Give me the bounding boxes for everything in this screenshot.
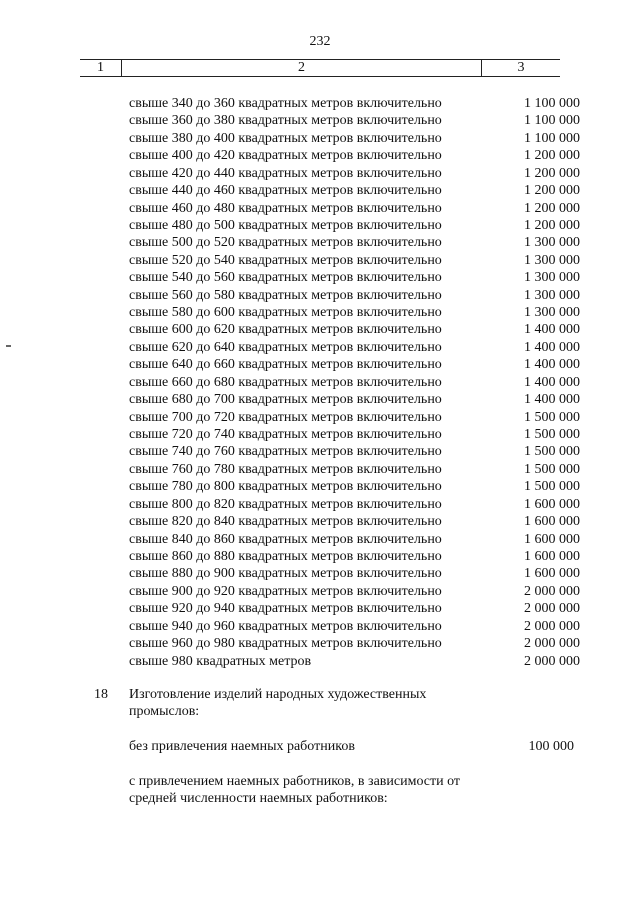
row-value: 1 600 000 — [524, 548, 580, 564]
row-value: 1 500 000 — [524, 461, 580, 477]
row-description: свыше 860 до 880 квадратных метров включительно — [129, 548, 442, 564]
row-description: свыше 920 до 940 квадратных метров включительно — [129, 601, 442, 617]
table-row — [0, 496, 640, 513]
row-description: свыше 680 до 700 квадратных метров включительно — [129, 392, 442, 408]
table-row — [0, 565, 640, 582]
row-description: свыше 400 до 420 квадратных метров включительно — [129, 148, 442, 164]
column-header-1: 1 — [80, 60, 122, 76]
table-row — [0, 478, 640, 495]
row-description: свыше 380 до 400 квадратных метров включительно — [129, 130, 442, 146]
table-row — [0, 165, 640, 182]
row-value: 2 000 000 — [524, 583, 580, 599]
table-row — [0, 391, 640, 408]
row-value: 1 500 000 — [524, 409, 580, 425]
table-row — [0, 461, 640, 478]
table-row — [0, 95, 640, 112]
table-row — [0, 635, 640, 652]
row-value: 1 300 000 — [524, 235, 580, 251]
table-row — [0, 234, 640, 251]
subitem-without-employees: без привлечения наемных работников — [129, 739, 355, 754]
row-value: 1 200 000 — [524, 183, 580, 199]
row-description: свыше 440 до 460 квадратных метров включительно — [129, 183, 442, 199]
row-description: свыше 360 до 380 квадратных метров включительно — [129, 113, 442, 129]
table-body — [0, 95, 640, 670]
item-number: 18 — [94, 687, 108, 702]
column-header-2: 2 — [122, 60, 482, 76]
table-row — [0, 618, 640, 635]
row-value: 1 400 000 — [524, 339, 580, 355]
row-value: 1 300 000 — [524, 252, 580, 268]
table-row — [0, 374, 640, 391]
table-row — [0, 182, 640, 199]
row-description: свыше 720 до 740 квадратных метров включительно — [129, 427, 442, 443]
table-row — [0, 252, 640, 269]
row-value: 1 400 000 — [524, 322, 580, 338]
row-description: свыше 840 до 860 квадратных метров включительно — [129, 531, 442, 547]
row-value: 2 000 000 — [524, 636, 580, 652]
row-value: 1 200 000 — [524, 165, 580, 181]
row-description: свыше 880 до 900 квадратных метров включительно — [129, 566, 442, 582]
row-value: 1 600 000 — [524, 566, 580, 582]
row-value: 1 300 000 — [524, 287, 580, 303]
table-row — [0, 269, 640, 286]
table-row — [0, 600, 640, 617]
table-row — [0, 409, 640, 426]
row-value: 1 500 000 — [524, 479, 580, 495]
table-row — [0, 287, 640, 304]
row-description: свыше 760 до 780 квадратных метров включительно — [129, 461, 442, 477]
subitem-with-employees: с привлечением наемных работников, в зависимости от средней численности наемных работников: — [129, 774, 461, 806]
row-description: свыше 500 до 520 квадратных метров включительно — [129, 235, 442, 251]
row-description: свыше 340 до 360 квадратных метров включительно — [129, 96, 442, 111]
row-value: 1 300 000 — [524, 305, 580, 321]
row-value: 2 000 000 — [524, 653, 580, 669]
row-value: 1 100 000 — [524, 113, 580, 129]
row-value: 1 600 000 — [524, 514, 580, 530]
table-row — [0, 130, 640, 147]
table-row — [0, 583, 640, 600]
row-value: 1 400 000 — [524, 374, 580, 390]
page-number: 232 — [309, 34, 331, 49]
row-description: свыше 820 до 840 квадратных метров включительно — [129, 514, 442, 530]
table-row — [0, 513, 640, 530]
table-row — [0, 443, 640, 460]
table-column-header — [80, 59, 560, 77]
row-description: свыше 780 до 800 квадратных метров включительно — [129, 479, 442, 495]
table-row — [0, 339, 640, 356]
row-description: свыше 700 до 720 квадратных метров включительно — [129, 409, 442, 425]
subitem-without-employees-value: 100 000 — [528, 739, 574, 754]
row-value: 1 100 000 — [524, 96, 580, 111]
row-description: свыше 640 до 660 квадратных метров включительно — [129, 357, 442, 373]
table-row — [0, 304, 640, 321]
row-value: 2 000 000 — [524, 601, 580, 617]
row-value: 1 100 000 — [524, 130, 580, 146]
row-value: 2 000 000 — [524, 618, 580, 634]
row-description: свыше 540 до 560 квадратных метров включительно — [129, 270, 442, 286]
row-value: 1 200 000 — [524, 217, 580, 233]
table-row — [0, 112, 640, 129]
row-description: свыше 580 до 600 квадратных метров включительно — [129, 305, 442, 321]
table-row — [0, 653, 640, 670]
row-description: свыше 980 квадратных метров — [129, 653, 312, 669]
row-value: 1 500 000 — [524, 427, 580, 443]
row-value: 1 200 000 — [524, 148, 580, 164]
table-row — [0, 147, 640, 164]
row-value: 1 400 000 — [524, 357, 580, 373]
row-description: свыше 740 до 760 квадратных метров включительно — [129, 444, 442, 460]
row-description: свыше 800 до 820 квадратных метров включительно — [129, 496, 442, 512]
table-row — [0, 426, 640, 443]
row-value: 1 300 000 — [524, 270, 580, 286]
row-description: свыше 480 до 500 квадратных метров включительно — [129, 217, 442, 233]
column-header-3: 3 — [517, 60, 525, 75]
table-row — [0, 356, 640, 373]
row-description: свыше 900 до 920 квадратных метров включительно — [129, 583, 442, 599]
row-value: 1 400 000 — [524, 392, 580, 408]
row-value: 1 600 000 — [524, 496, 580, 512]
row-value: 1 500 000 — [524, 444, 580, 460]
table-row — [0, 531, 640, 548]
row-description: свыше 940 до 960 квадратных метров включительно — [129, 618, 442, 634]
row-description: свыше 600 до 620 квадратных метров включительно — [129, 322, 442, 338]
row-value: 1 600 000 — [524, 531, 580, 547]
row-description: свыше 660 до 680 квадратных метров включительно — [129, 374, 442, 390]
row-description: свыше 520 до 540 квадратных метров включительно — [129, 252, 442, 268]
row-description: свыше 420 до 440 квадратных метров включительно — [129, 165, 442, 181]
row-description: свыше 960 до 980 квадратных метров включительно — [129, 636, 442, 652]
row-description: свыше 620 до 640 квадратных метров включительно — [129, 339, 442, 355]
row-description: свыше 560 до 580 квадратных метров включительно — [129, 287, 442, 303]
row-description: свыше 460 до 480 квадратных метров включительно — [129, 200, 442, 216]
table-row — [0, 200, 640, 217]
table-row — [0, 548, 640, 565]
table-row — [0, 321, 640, 338]
row-value: 1 200 000 — [524, 200, 580, 216]
item-description: Изготовление изделий народных художественных промыслов: — [129, 687, 427, 719]
table-row — [0, 217, 640, 234]
